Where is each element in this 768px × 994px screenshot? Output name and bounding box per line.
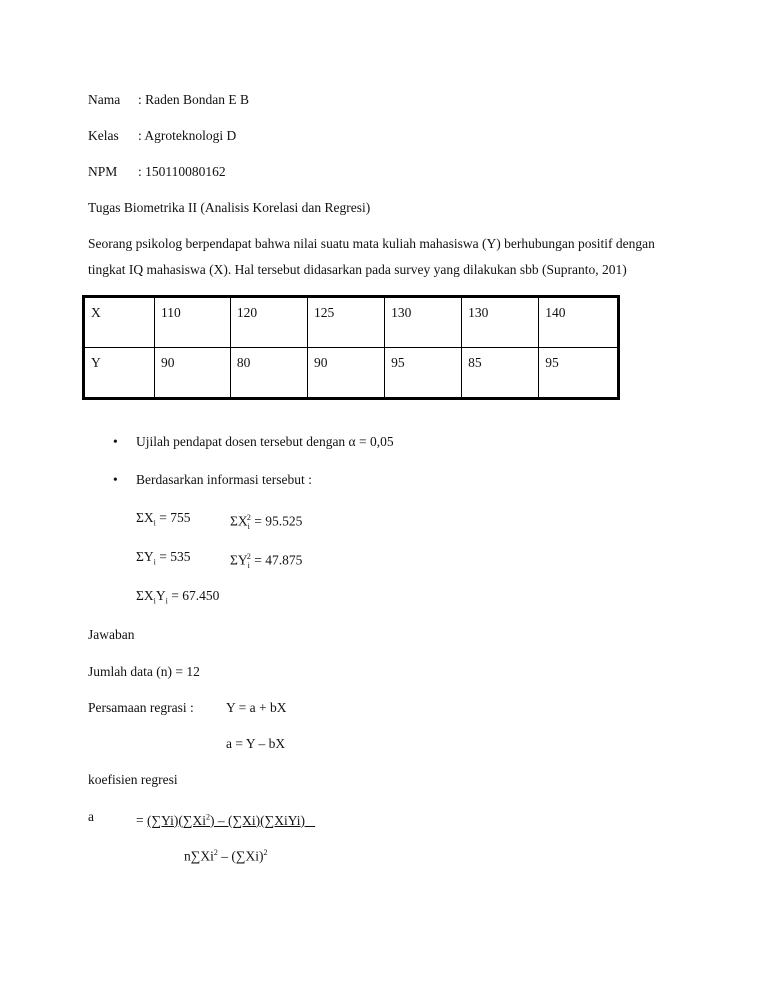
bullet-item-2: Berdasarkan informasi tersebut : [136,472,312,487]
jawaban-heading: Jawaban [88,627,135,642]
persamaan-eq-2: a = Y – bX [226,736,286,751]
npm-label: NPM [88,164,118,179]
table-cell: 95 [385,348,462,399]
nama-value: : Raden Bondan E B [138,92,249,107]
formula-a-label: a [88,809,94,824]
kelas-row [88,128,236,144]
sum-x-squared: $\Sigma X_i^2 = 95.525$ [230,513,303,532]
formula-numerator: = $(\sum Yi)(\sum Xi^2)$ – (∑Xi)(∑XiYi) [136,812,305,828]
jumlah-data: Jumlah data (n) = 12 [88,664,200,679]
kelas-value: : Agroteknologi D [138,128,237,143]
table-row-y [84,348,619,399]
assignment-title: Tugas Biometrika II (Analisis Korelasi dan Regresi) [88,200,371,215]
table-cell-y-label: Y [84,348,155,399]
npm-row [88,164,226,180]
table-cell-x-label: X [84,297,155,348]
sum-y: $\Sigma Y_i = 535$ [136,549,191,567]
table-cell: 90 [155,348,231,399]
formula-denominator: $n\sum Xi^2 - (\sum Xi)^2$ [184,848,268,864]
table-cell: 110 [155,297,231,348]
table-cell: 120 [230,297,307,348]
sum-y-squared: $\Sigma Y_i^2 = 47.875$ [230,552,303,571]
persamaan-label: Persamaan regrasi : [88,700,194,715]
bullet-item-1: Ujilah pendapat dosen tersebut dengan α = 0,05 [136,434,394,449]
npm-value: : 150110080162 [138,164,226,179]
kelas-label: Kelas [88,128,119,143]
table-cell: 130 [385,297,462,348]
table-cell: 90 [307,348,384,399]
persamaan-eq-1: Y = a + bX [226,700,287,715]
bullet-dot-icon: • [113,434,118,449]
intro-line-1: Seorang psikolog berpendapat bahwa nilai suatu mata kuliah mahasiswa (Y) berhubungan positif dengan [88,236,655,251]
table-cell: 85 [462,348,539,399]
table-cell: 125 [307,297,384,348]
table-cell: 140 [539,297,619,348]
sum-x: $\Sigma X_i = 755$ [136,510,191,528]
nama-label: Nama [88,92,121,107]
data-table [82,295,620,400]
nama-row [88,92,249,108]
koefisien-heading: koefisien regresi [88,772,178,787]
sum-xy: $\Sigma X_iY_i = 67.450$ [136,588,220,606]
table-row-x [84,297,619,348]
table-cell: 95 [539,348,619,399]
table-cell: 80 [230,348,307,399]
intro-line-2: tingkat IQ mahasiswa (X). Hal tersebut didasarkan pada survey yang dilakukan sbb (Supranto, 201) [88,262,627,277]
bullet-dot-icon: • [113,472,118,487]
table-cell: 130 [462,297,539,348]
